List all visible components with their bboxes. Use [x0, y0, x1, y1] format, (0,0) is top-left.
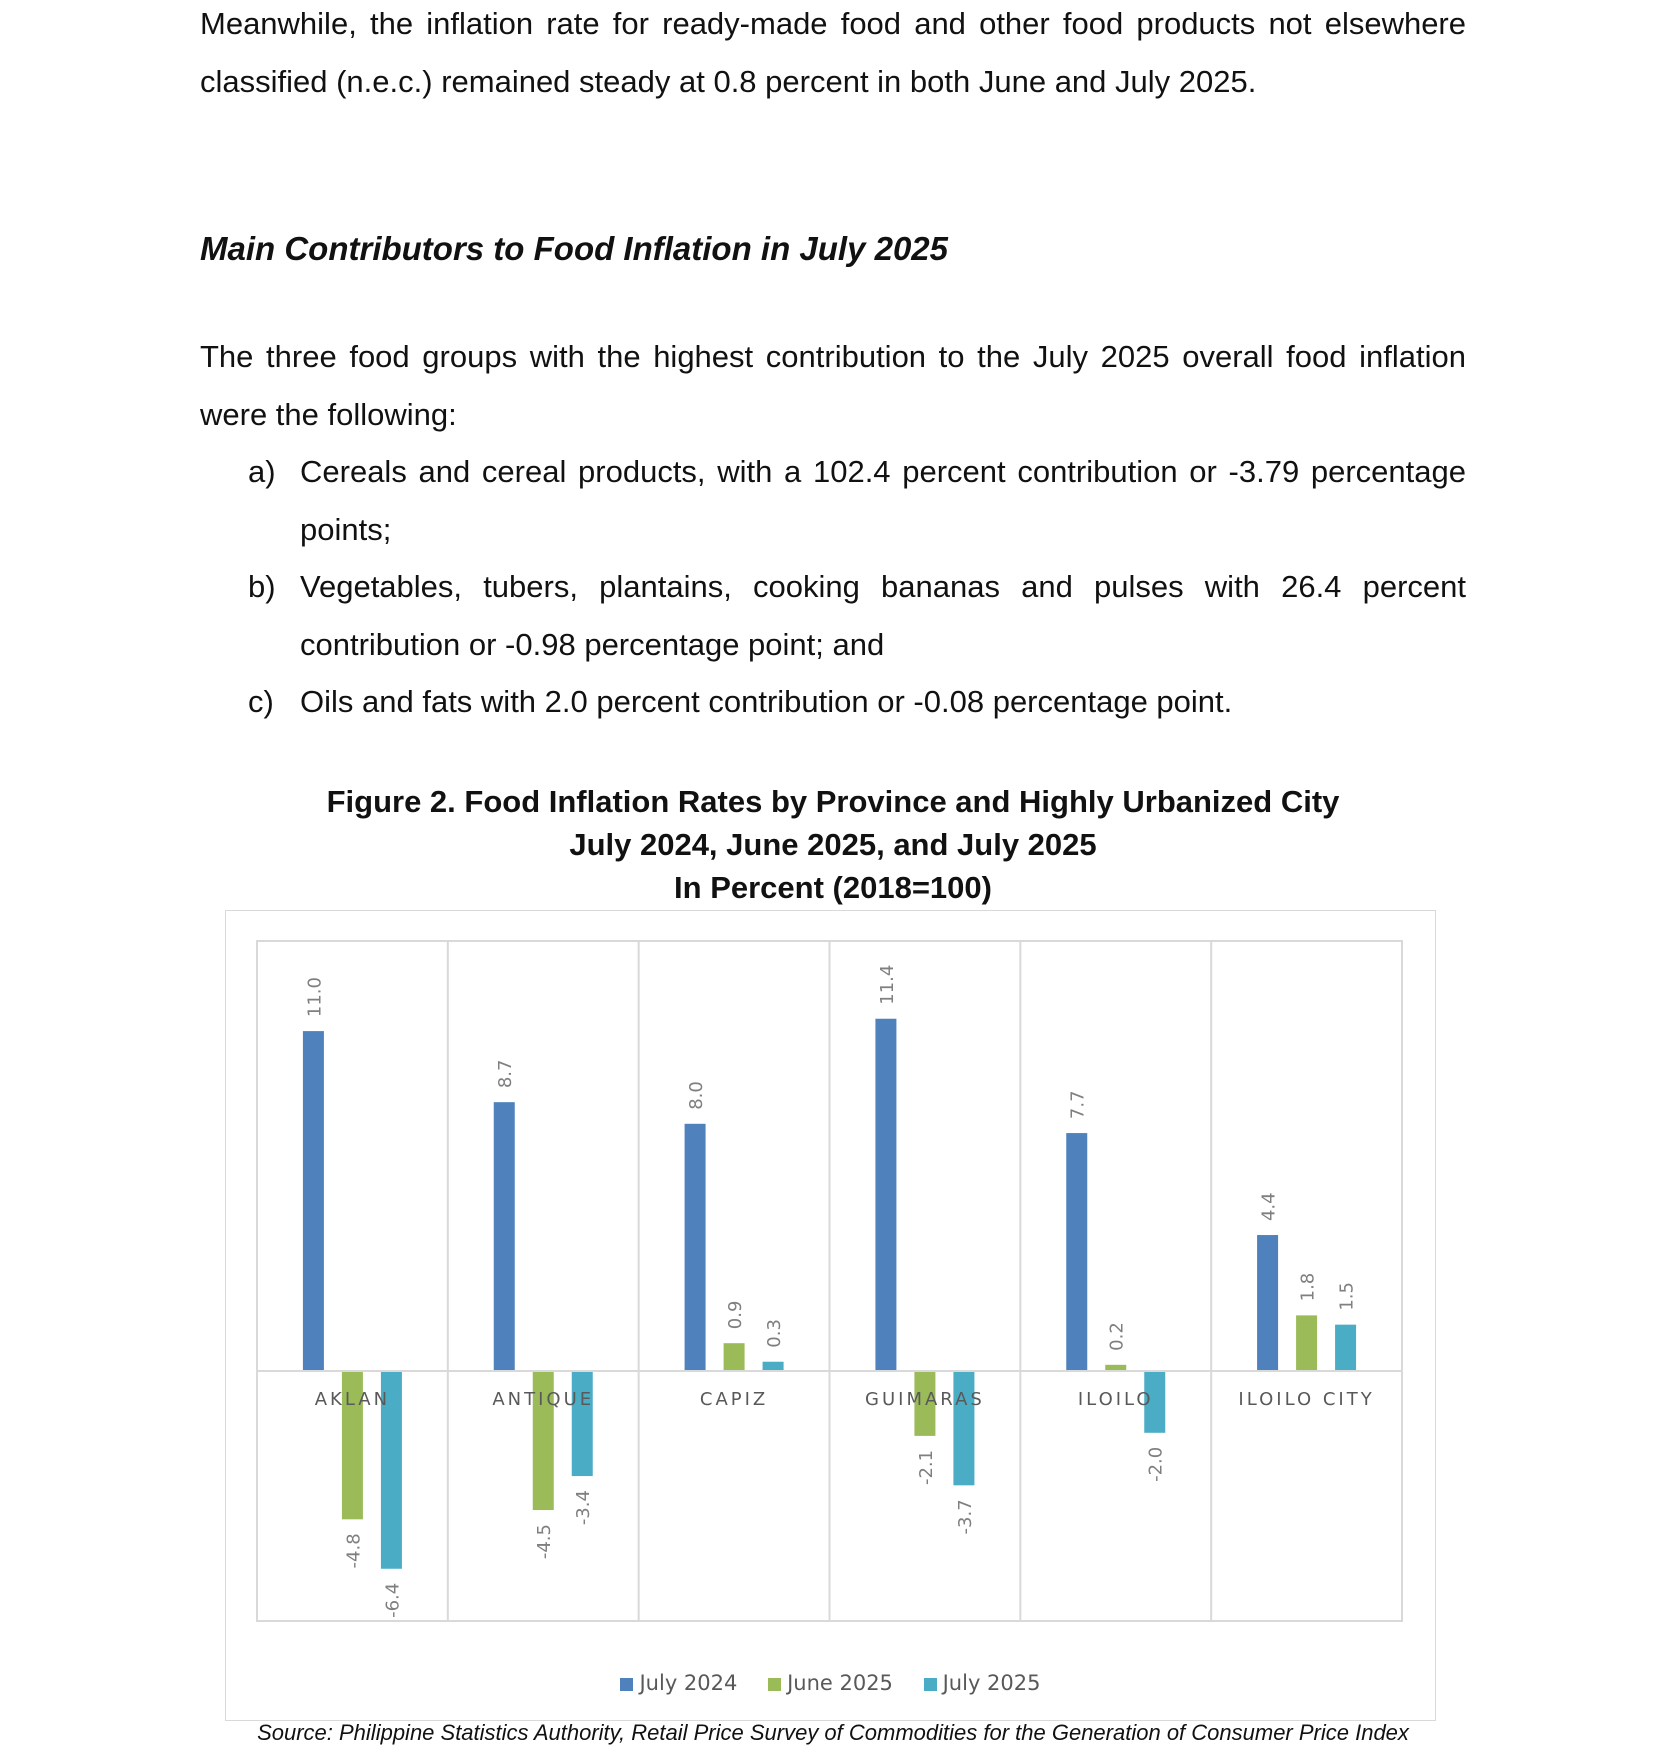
data-label: -3.4: [573, 1490, 595, 1526]
legend-item-july-2025: [924, 1671, 1041, 1695]
data-label: 11.4: [876, 964, 898, 1005]
data-label: -3.7: [954, 1499, 976, 1535]
category-label: CAPIZ: [699, 1389, 769, 1410]
list-text: Oils and fats with 2.0 percent contribution or -0.08 percentage point.: [300, 684, 1233, 719]
data-label: -4.5: [534, 1524, 556, 1560]
category-label: AKLAN: [314, 1389, 391, 1410]
legend-item-july-2024: [620, 1671, 737, 1695]
data-label: 1.8: [1297, 1272, 1319, 1302]
bar: [1257, 1235, 1278, 1371]
lead-paragraph: The three food groups with the highest contribution to the July 2025 overall food inflation were the following:: [200, 339, 1466, 432]
data-label: 8.0: [686, 1081, 708, 1110]
list-marker: b): [248, 569, 276, 604]
legend-label: July 2024: [639, 1671, 738, 1695]
bar: [724, 1343, 745, 1371]
list-marker: a): [248, 454, 276, 489]
category-label: GUIMARAS: [865, 1389, 985, 1410]
bar: [572, 1371, 593, 1476]
contributors-list: [248, 443, 1466, 731]
list-marker: c): [248, 684, 274, 719]
data-label: -2.1: [915, 1449, 937, 1486]
figure-title-line3: In Percent (2018=100): [674, 870, 992, 905]
chart-container: [225, 910, 1436, 1721]
figure-title-line1: Figure 2. Food Inflation Rates by Province and Highly Urbanized City: [326, 784, 1340, 819]
legend-swatch: [768, 1678, 781, 1691]
bar-chart: [226, 911, 1437, 1651]
legend-label: July 2025: [942, 1671, 1041, 1695]
list-text: Cereals and cereal products, with a 102.4 percent contribution or -3.79 percentage points;: [300, 454, 1466, 547]
bar: [1335, 1325, 1356, 1371]
bar: [875, 1019, 896, 1371]
data-label: 1.5: [1336, 1282, 1358, 1311]
data-label: -4.8: [343, 1533, 365, 1569]
legend-item-june-2025: [768, 1671, 893, 1695]
legend-label: June 2025: [787, 1671, 893, 1695]
data-label: 7.7: [1067, 1090, 1089, 1120]
category-label: ILOILO: [1077, 1389, 1154, 1410]
list-item: [248, 443, 1466, 558]
chart-legend: [226, 1671, 1435, 1695]
bar: [303, 1031, 324, 1371]
section-heading: Main Contributors to Food Inflation in July 2025: [200, 230, 949, 267]
bar: [763, 1362, 784, 1371]
category-label: ILOILO CITY: [1238, 1389, 1375, 1410]
figure-title: [200, 780, 1466, 909]
source-note: Source: Philippine Statistics Authority, Retail Price Survey of Commodities for the Generation of Consumer Price Index: [257, 1720, 1409, 1745]
legend-swatch: [924, 1678, 937, 1691]
legend-swatch: [620, 1678, 633, 1691]
bar: [494, 1102, 515, 1371]
data-label: -6.4: [382, 1582, 404, 1618]
bar: [685, 1124, 706, 1371]
data-label: -2.0: [1145, 1446, 1167, 1482]
bar: [1066, 1133, 1087, 1371]
data-label: 8.7: [495, 1059, 517, 1089]
list-item: [248, 673, 1466, 731]
data-label: 11.0: [304, 977, 326, 1018]
list-item: [248, 558, 1466, 673]
category-label: ANTIQUE: [492, 1389, 595, 1410]
list-text: Vegetables, tubers, plantains, cooking bananas and pulses with 26.4 percent contribution or -0.98 percentage point; and: [300, 569, 1466, 662]
data-label: 0.9: [725, 1300, 747, 1330]
figure-title-line2: July 2024, June 2025, and July 2025: [569, 827, 1097, 862]
data-label: 4.4: [1258, 1192, 1280, 1222]
bar: [1296, 1315, 1317, 1371]
intro-paragraph: Meanwhile, the inflation rate for ready-made food and other food products not elsewhere classified (n.e.c.) remained steady at 0.8 percent in both June and July 2025.: [200, 6, 1466, 99]
data-label: 0.2: [1106, 1322, 1128, 1351]
data-label: 0.3: [764, 1319, 786, 1348]
